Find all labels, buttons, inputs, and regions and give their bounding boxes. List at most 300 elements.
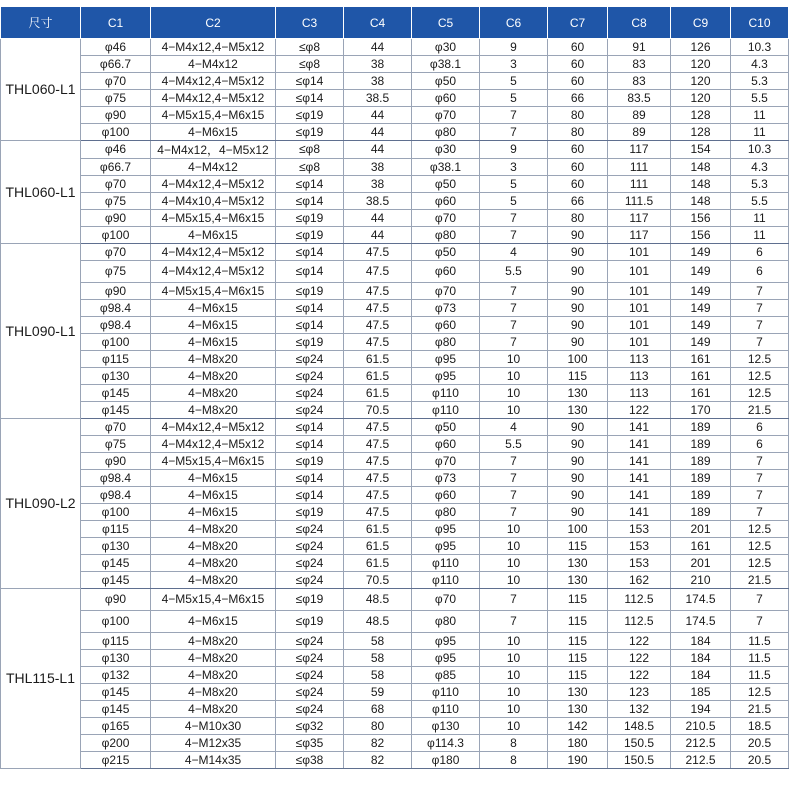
- cell-c2: 4−M5x15,4−M6x15: [151, 588, 276, 610]
- cell-c3: ≤φ8: [276, 158, 344, 175]
- cell-c10: 12.5: [731, 537, 789, 554]
- cell-c1: φ98.4: [81, 469, 151, 486]
- table-row: [1, 435, 789, 452]
- cell-c8: 132: [608, 700, 671, 717]
- cell-c7: 80: [548, 209, 608, 226]
- table-row: [1, 106, 789, 123]
- cell-c2: 4−M6x15: [151, 610, 276, 632]
- cell-c2: 4−M5x15,4−M6x15: [151, 282, 276, 299]
- cell-c9: 156: [671, 226, 731, 243]
- cell-c5: φ50: [412, 175, 480, 192]
- cell-c6: 7: [480, 333, 548, 350]
- cell-c9: 212.5: [671, 751, 731, 768]
- cell-c7: 115: [548, 666, 608, 683]
- cell-c9: 212.5: [671, 734, 731, 751]
- cell-c1: φ90: [81, 106, 151, 123]
- cell-c6: 7: [480, 106, 548, 123]
- cell-c9: 126: [671, 39, 731, 56]
- table-header: [1, 7, 789, 39]
- spec-table: [0, 6, 789, 769]
- cell-c4: 61.5: [344, 350, 412, 367]
- cell-c6: 10: [480, 632, 548, 649]
- cell-c2: 4−M4x12,4−M5x12: [151, 39, 276, 56]
- cell-c2: 4−M8x20: [151, 649, 276, 666]
- model-name: THL060-L1: [1, 39, 81, 141]
- cell-c2: 4−M4x12,4−M5x12: [151, 418, 276, 435]
- cell-c8: 101: [608, 333, 671, 350]
- cell-c4: 47.5: [344, 503, 412, 520]
- cell-c9: 149: [671, 243, 731, 260]
- cell-c2: 4−M4x12,4−M5x12: [151, 260, 276, 282]
- cell-c6: 10: [480, 384, 548, 401]
- cell-c10: 5.5: [731, 89, 789, 106]
- cell-c8: 91: [608, 39, 671, 56]
- cell-c1: φ130: [81, 649, 151, 666]
- cell-c5: φ95: [412, 649, 480, 666]
- header-size: 尺寸: [1, 7, 81, 39]
- cell-c9: 189: [671, 469, 731, 486]
- cell-c10: 11: [731, 209, 789, 226]
- cell-c1: φ98.4: [81, 316, 151, 333]
- cell-c7: 60: [548, 175, 608, 192]
- cell-c6: 7: [480, 469, 548, 486]
- header-c1: C1: [81, 7, 151, 39]
- cell-c6: 7: [480, 282, 548, 299]
- cell-c8: 89: [608, 123, 671, 140]
- table-row: [1, 72, 789, 89]
- cell-c5: φ60: [412, 435, 480, 452]
- table-row: [1, 350, 789, 367]
- cell-c9: 210.5: [671, 717, 731, 734]
- cell-c10: 11.5: [731, 632, 789, 649]
- cell-c6: 9: [480, 140, 548, 158]
- cell-c7: 180: [548, 734, 608, 751]
- cell-c3: ≤φ14: [276, 89, 344, 106]
- cell-c6: 7: [480, 486, 548, 503]
- cell-c1: φ145: [81, 571, 151, 588]
- cell-c5: φ80: [412, 226, 480, 243]
- cell-c5: φ130: [412, 717, 480, 734]
- cell-c9: 184: [671, 666, 731, 683]
- cell-c5: φ95: [412, 367, 480, 384]
- cell-c9: 174.5: [671, 610, 731, 632]
- cell-c1: φ90: [81, 452, 151, 469]
- cell-c5: φ95: [412, 520, 480, 537]
- table-row: [1, 666, 789, 683]
- cell-c6: 9: [480, 39, 548, 56]
- cell-c3: ≤φ24: [276, 384, 344, 401]
- cell-c1: φ165: [81, 717, 151, 734]
- cell-c1: φ145: [81, 700, 151, 717]
- cell-c8: 148.5: [608, 717, 671, 734]
- cell-c6: 5.5: [480, 435, 548, 452]
- cell-c1: φ90: [81, 282, 151, 299]
- cell-c3: ≤φ24: [276, 649, 344, 666]
- cell-c4: 44: [344, 39, 412, 56]
- cell-c1: φ115: [81, 350, 151, 367]
- cell-c10: 11: [731, 106, 789, 123]
- cell-c7: 90: [548, 452, 608, 469]
- cell-c8: 113: [608, 367, 671, 384]
- cell-c10: 5.5: [731, 192, 789, 209]
- cell-c4: 44: [344, 209, 412, 226]
- cell-c7: 115: [548, 537, 608, 554]
- cell-c9: 149: [671, 282, 731, 299]
- cell-c4: 58: [344, 649, 412, 666]
- cell-c5: φ110: [412, 384, 480, 401]
- cell-c10: 11: [731, 123, 789, 140]
- cell-c10: 12.5: [731, 520, 789, 537]
- cell-c9: 120: [671, 89, 731, 106]
- cell-c1: φ200: [81, 734, 151, 751]
- header-c6: C6: [480, 7, 548, 39]
- cell-c10: 6: [731, 418, 789, 435]
- cell-c7: 130: [548, 554, 608, 571]
- cell-c7: 130: [548, 401, 608, 418]
- cell-c3: ≤φ24: [276, 554, 344, 571]
- table-row: [1, 316, 789, 333]
- cell-c1: φ100: [81, 333, 151, 350]
- cell-c9: 184: [671, 632, 731, 649]
- cell-c3: ≤φ14: [276, 72, 344, 89]
- table-row: [1, 610, 789, 632]
- cell-c9: 210: [671, 571, 731, 588]
- cell-c6: 7: [480, 226, 548, 243]
- cell-c5: φ60: [412, 316, 480, 333]
- table-row: [1, 226, 789, 243]
- cell-c3: ≤φ14: [276, 418, 344, 435]
- cell-c1: φ98.4: [81, 299, 151, 316]
- cell-c2: 4−M8x20: [151, 367, 276, 384]
- cell-c10: 10.3: [731, 39, 789, 56]
- cell-c1: φ115: [81, 520, 151, 537]
- cell-c6: 4: [480, 243, 548, 260]
- cell-c2: 4−M8x20: [151, 632, 276, 649]
- cell-c2: 4−M8x20: [151, 666, 276, 683]
- cell-c5: φ60: [412, 486, 480, 503]
- cell-c4: 61.5: [344, 367, 412, 384]
- cell-c7: 115: [548, 632, 608, 649]
- table-row: [1, 632, 789, 649]
- cell-c8: 101: [608, 299, 671, 316]
- cell-c1: φ130: [81, 367, 151, 384]
- cell-c3: ≤φ14: [276, 192, 344, 209]
- cell-c3: ≤φ24: [276, 537, 344, 554]
- cell-c1: φ70: [81, 418, 151, 435]
- cell-c3: ≤φ24: [276, 632, 344, 649]
- cell-c2: 4−M6x15: [151, 123, 276, 140]
- cell-c10: 10.3: [731, 140, 789, 158]
- cell-c3: ≤φ14: [276, 316, 344, 333]
- cell-c3: ≤φ19: [276, 610, 344, 632]
- cell-c7: 130: [548, 571, 608, 588]
- cell-c8: 101: [608, 282, 671, 299]
- cell-c9: 161: [671, 350, 731, 367]
- table-row: [1, 734, 789, 751]
- cell-c8: 123: [608, 683, 671, 700]
- cell-c3: ≤φ24: [276, 367, 344, 384]
- cell-c1: φ70: [81, 175, 151, 192]
- cell-c7: 190: [548, 751, 608, 768]
- cell-c4: 59: [344, 683, 412, 700]
- table-row: [1, 299, 789, 316]
- cell-c4: 58: [344, 666, 412, 683]
- cell-c3: ≤φ24: [276, 666, 344, 683]
- cell-c6: 10: [480, 554, 548, 571]
- table-row: [1, 588, 789, 610]
- cell-c8: 117: [608, 140, 671, 158]
- cell-c10: 12.5: [731, 384, 789, 401]
- cell-c6: 10: [480, 401, 548, 418]
- cell-c4: 47.5: [344, 418, 412, 435]
- cell-c9: 149: [671, 260, 731, 282]
- cell-c10: 7: [731, 503, 789, 520]
- cell-c2: 4−M4x10,4−M5x12: [151, 192, 276, 209]
- cell-c5: φ95: [412, 537, 480, 554]
- cell-c10: 5.3: [731, 175, 789, 192]
- cell-c1: φ98.4: [81, 486, 151, 503]
- cell-c7: 100: [548, 350, 608, 367]
- cell-c2: 4−M4x12,4−M5x12: [151, 435, 276, 452]
- model-name: THL115-L1: [1, 588, 81, 768]
- cell-c4: 47.5: [344, 452, 412, 469]
- table-row: [1, 175, 789, 192]
- cell-c2: 4−M8x20: [151, 571, 276, 588]
- cell-c5: φ50: [412, 243, 480, 260]
- cell-c6: 10: [480, 717, 548, 734]
- cell-c10: 6: [731, 260, 789, 282]
- cell-c5: φ80: [412, 503, 480, 520]
- cell-c5: φ110: [412, 571, 480, 588]
- cell-c2: 4−M8x20: [151, 700, 276, 717]
- cell-c9: 185: [671, 683, 731, 700]
- cell-c5: φ73: [412, 299, 480, 316]
- cell-c8: 141: [608, 418, 671, 435]
- cell-c6: 10: [480, 571, 548, 588]
- cell-c8: 141: [608, 452, 671, 469]
- cell-c2: 4−M4x12,4−M5x12: [151, 89, 276, 106]
- cell-c4: 70.5: [344, 401, 412, 418]
- cell-c5: φ80: [412, 333, 480, 350]
- cell-c5: φ110: [412, 554, 480, 571]
- header-c7: C7: [548, 7, 608, 39]
- cell-c10: 12.5: [731, 683, 789, 700]
- cell-c7: 66: [548, 89, 608, 106]
- cell-c9: 148: [671, 192, 731, 209]
- cell-c3: ≤φ19: [276, 209, 344, 226]
- cell-c5: φ180: [412, 751, 480, 768]
- cell-c8: 150.5: [608, 734, 671, 751]
- cell-c10: 12.5: [731, 350, 789, 367]
- cell-c4: 38: [344, 55, 412, 72]
- cell-c4: 44: [344, 106, 412, 123]
- cell-c4: 70.5: [344, 571, 412, 588]
- cell-c3: ≤φ19: [276, 123, 344, 140]
- cell-c10: 7: [731, 486, 789, 503]
- cell-c3: ≤φ19: [276, 226, 344, 243]
- cell-c8: 101: [608, 243, 671, 260]
- model-name: THL060-L1: [1, 140, 81, 243]
- cell-c1: φ115: [81, 632, 151, 649]
- cell-c8: 101: [608, 316, 671, 333]
- cell-c9: 161: [671, 384, 731, 401]
- cell-c3: ≤φ24: [276, 401, 344, 418]
- cell-c4: 47.5: [344, 333, 412, 350]
- cell-c8: 122: [608, 401, 671, 418]
- cell-c10: 7: [731, 316, 789, 333]
- cell-c3: ≤φ24: [276, 683, 344, 700]
- cell-c1: φ66.7: [81, 158, 151, 175]
- cell-c9: 194: [671, 700, 731, 717]
- cell-c8: 141: [608, 486, 671, 503]
- cell-c10: 21.5: [731, 571, 789, 588]
- cell-c5: φ38.1: [412, 158, 480, 175]
- cell-c3: ≤φ32: [276, 717, 344, 734]
- cell-c4: 47.5: [344, 282, 412, 299]
- cell-c1: φ100: [81, 123, 151, 140]
- cell-c1: φ70: [81, 243, 151, 260]
- table-row: [1, 39, 789, 56]
- cell-c8: 101: [608, 260, 671, 282]
- cell-c10: 6: [731, 243, 789, 260]
- cell-c4: 47.5: [344, 435, 412, 452]
- table-row: [1, 384, 789, 401]
- cell-c6: 10: [480, 649, 548, 666]
- cell-c7: 115: [548, 610, 608, 632]
- table-row: [1, 333, 789, 350]
- cell-c1: φ100: [81, 503, 151, 520]
- header-c4: C4: [344, 7, 412, 39]
- cell-c1: φ66.7: [81, 55, 151, 72]
- cell-c5: φ110: [412, 700, 480, 717]
- cell-c7: 60: [548, 55, 608, 72]
- header-c8: C8: [608, 7, 671, 39]
- cell-c6: 3: [480, 55, 548, 72]
- cell-c5: φ85: [412, 666, 480, 683]
- table-row: [1, 260, 789, 282]
- cell-c5: φ38.1: [412, 55, 480, 72]
- header-row: [1, 7, 789, 39]
- cell-c10: 7: [731, 610, 789, 632]
- cell-c6: 10: [480, 683, 548, 700]
- cell-c3: ≤φ8: [276, 140, 344, 158]
- cell-c7: 66: [548, 192, 608, 209]
- cell-c6: 5: [480, 89, 548, 106]
- cell-c5: φ60: [412, 260, 480, 282]
- cell-c6: 7: [480, 209, 548, 226]
- table-row: [1, 452, 789, 469]
- cell-c8: 141: [608, 469, 671, 486]
- table-row: [1, 554, 789, 571]
- cell-c7: 90: [548, 418, 608, 435]
- cell-c2: 4−M4x12，4−M5x12: [151, 140, 276, 158]
- cell-c9: 120: [671, 72, 731, 89]
- cell-c10: 7: [731, 282, 789, 299]
- cell-c1: φ75: [81, 89, 151, 106]
- cell-c7: 90: [548, 435, 608, 452]
- header-c10: C10: [731, 7, 789, 39]
- cell-c2: 4−M10x30: [151, 717, 276, 734]
- cell-c2: 4−M4x12: [151, 55, 276, 72]
- cell-c5: φ114.3: [412, 734, 480, 751]
- cell-c1: φ75: [81, 192, 151, 209]
- cell-c4: 61.5: [344, 520, 412, 537]
- cell-c9: 149: [671, 299, 731, 316]
- cell-c7: 60: [548, 72, 608, 89]
- table-row: [1, 89, 789, 106]
- cell-c1: φ46: [81, 39, 151, 56]
- cell-c1: φ100: [81, 226, 151, 243]
- cell-c3: ≤φ14: [276, 486, 344, 503]
- header-c9: C9: [671, 7, 731, 39]
- cell-c5: φ110: [412, 683, 480, 700]
- cell-c3: ≤φ14: [276, 469, 344, 486]
- table-row: [1, 140, 789, 158]
- cell-c6: 7: [480, 452, 548, 469]
- cell-c7: 90: [548, 243, 608, 260]
- cell-c4: 44: [344, 226, 412, 243]
- cell-c8: 153: [608, 537, 671, 554]
- cell-c9: 156: [671, 209, 731, 226]
- cell-c5: φ110: [412, 401, 480, 418]
- table-row: [1, 537, 789, 554]
- cell-c1: φ100: [81, 610, 151, 632]
- table-row: [1, 282, 789, 299]
- cell-c3: ≤φ19: [276, 333, 344, 350]
- cell-c10: 7: [731, 469, 789, 486]
- cell-c6: 7: [480, 503, 548, 520]
- cell-c2: 4−M8x20: [151, 520, 276, 537]
- cell-c9: 161: [671, 367, 731, 384]
- cell-c4: 48.5: [344, 588, 412, 610]
- cell-c4: 61.5: [344, 537, 412, 554]
- cell-c6: 7: [480, 123, 548, 140]
- cell-c3: ≤φ19: [276, 282, 344, 299]
- cell-c6: 5: [480, 175, 548, 192]
- cell-c3: ≤φ19: [276, 452, 344, 469]
- table-row: [1, 486, 789, 503]
- cell-c2: 4−M4x12,4−M5x12: [151, 175, 276, 192]
- cell-c8: 83.5: [608, 89, 671, 106]
- cell-c2: 4−M6x15: [151, 333, 276, 350]
- cell-c10: 4.3: [731, 55, 789, 72]
- cell-c8: 153: [608, 554, 671, 571]
- cell-c9: 189: [671, 486, 731, 503]
- cell-c10: 7: [731, 452, 789, 469]
- cell-c3: ≤φ14: [276, 299, 344, 316]
- cell-c3: ≤φ24: [276, 520, 344, 537]
- cell-c9: 128: [671, 123, 731, 140]
- table-row: [1, 158, 789, 175]
- table-row: [1, 649, 789, 666]
- cell-c5: φ70: [412, 588, 480, 610]
- model-name: THL090-L1: [1, 243, 81, 418]
- table-row: [1, 700, 789, 717]
- cell-c2: 4−M6x15: [151, 299, 276, 316]
- cell-c7: 90: [548, 469, 608, 486]
- cell-c6: 3: [480, 158, 548, 175]
- cell-c5: φ70: [412, 106, 480, 123]
- cell-c1: φ145: [81, 401, 151, 418]
- cell-c1: φ132: [81, 666, 151, 683]
- cell-c7: 60: [548, 39, 608, 56]
- cell-c9: 184: [671, 649, 731, 666]
- cell-c7: 130: [548, 683, 608, 700]
- cell-c5: φ50: [412, 418, 480, 435]
- cell-c8: 111: [608, 175, 671, 192]
- cell-c10: 21.5: [731, 700, 789, 717]
- cell-c2: 4−M14x35: [151, 751, 276, 768]
